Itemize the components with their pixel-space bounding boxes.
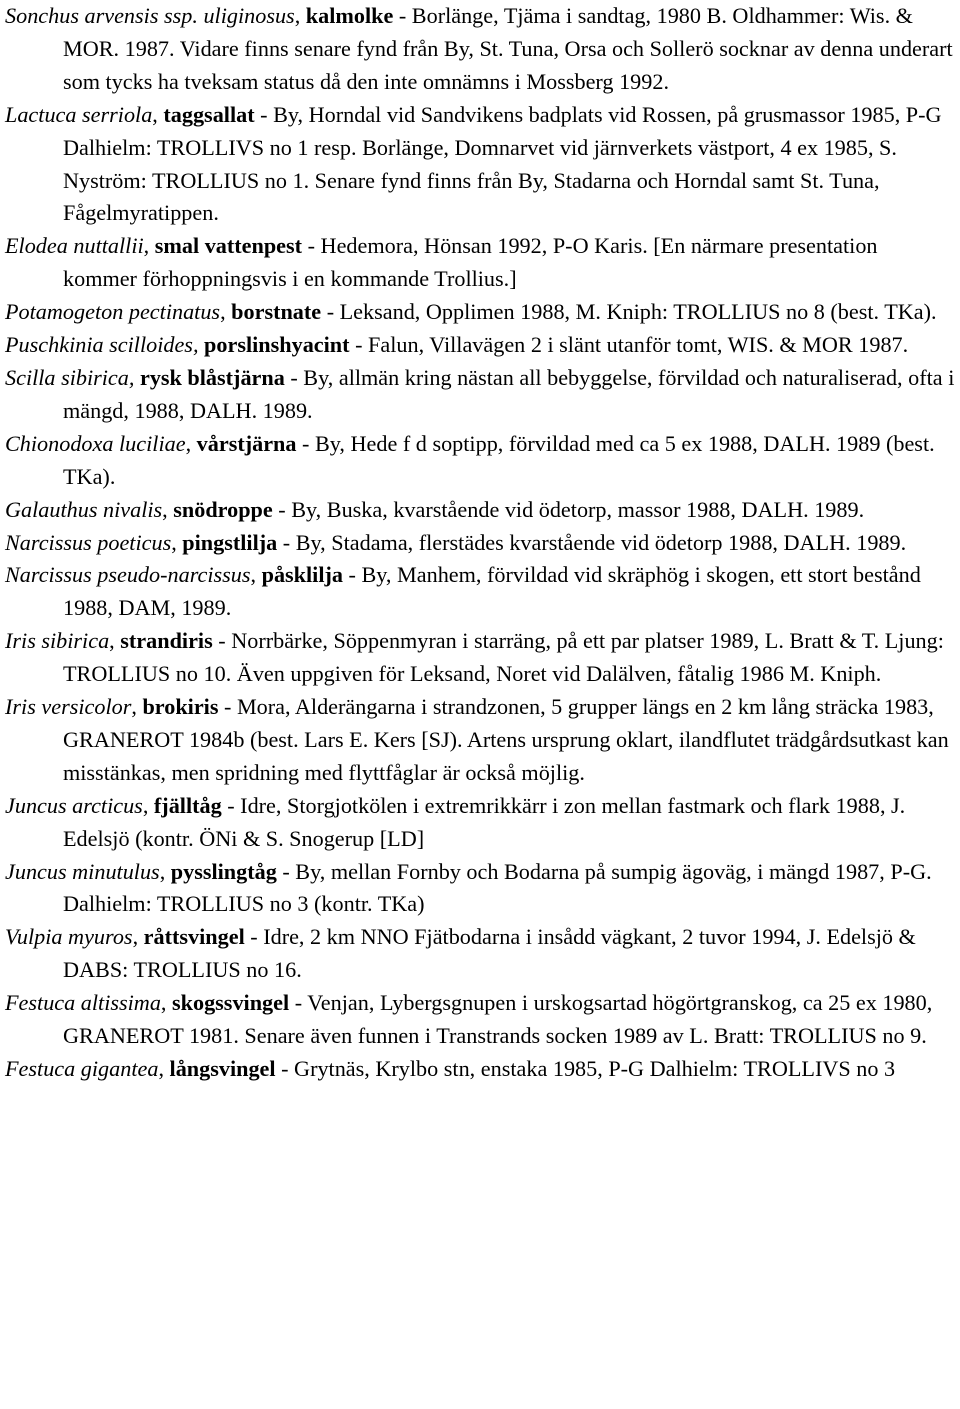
- common-name: snödroppe: [173, 496, 273, 522]
- species-entry: [5, 296, 957, 329]
- common-name: smal vattenpest: [154, 233, 303, 259]
- separator: ,: [220, 299, 232, 325]
- scientific-name: Scilla sibirica,: [5, 364, 135, 390]
- scientific-name: Festuca altissima: [5, 990, 161, 1016]
- species-entry: [5, 691, 957, 790]
- separator: ,: [160, 990, 173, 1016]
- separator: ,: [142, 792, 154, 818]
- species-entry: [5, 790, 957, 856]
- scientific-name: Sonchus arvensis ssp. uliginosus: [5, 3, 295, 28]
- common-name: vårstjärna: [196, 430, 297, 456]
- species-entry: [5, 625, 957, 691]
- entry-text: - By, Buska, kvarstående vid ödetorp, massor 1988, DALH. 1989.: [272, 496, 865, 522]
- common-name: borstnate: [231, 299, 322, 325]
- entry-text: - Falun, Villavägen 2 i slänt utanför tomt, WIS. & MOR 1987.: [349, 332, 909, 358]
- separator: ,: [132, 924, 144, 950]
- entry-text: - Idre, 2 km NNO Fjätbodarna i insådd vägkant, 2 tuvor 1994, J. Edelsjö & DABS: TROLLIUS no 16.: [63, 924, 916, 983]
- separator: ,: [158, 1056, 170, 1081]
- separator: ,: [109, 628, 121, 654]
- separator: ,: [143, 233, 155, 259]
- common-name: pingstlilja: [182, 529, 278, 555]
- scientific-name: Iris versicolor: [5, 694, 132, 720]
- common-name: skogssvingel: [172, 990, 290, 1016]
- species-entry: [5, 230, 957, 296]
- separator: ,: [131, 694, 143, 720]
- separator: ,: [294, 3, 306, 28]
- species-entry: [5, 494, 957, 527]
- species-entry: [5, 559, 957, 625]
- common-name: fjälltåg: [153, 792, 222, 818]
- scientific-name: Galauthus nivalis: [5, 496, 163, 522]
- scientific-name: Narcissus poeticus: [5, 529, 172, 555]
- species-entry: [5, 527, 957, 560]
- entry-text: - Venjan, Lybergsgnupen i urskogsartad högörtgranskog, ca 25 ex 1980, GRANEROT 1981. Senare även funnen i Transtrands socken 1989 av L. Bratt: TROLLIUS no 9.: [63, 990, 933, 1049]
- separator: ,: [171, 529, 183, 555]
- species-entry: [5, 1053, 957, 1086]
- scientific-name: Juncus arcticus: [5, 792, 143, 818]
- separator: ,: [162, 496, 174, 522]
- scientific-name: Elodea nuttallii: [5, 233, 144, 259]
- common-name: taggsallat: [163, 101, 255, 127]
- species-entry: [5, 856, 957, 922]
- species-entry: [5, 987, 957, 1053]
- separator: ,: [152, 101, 164, 127]
- entry-text: - Borlänge, Tjäma i sandtag, 1980 B. Oldhammer: Wis. & MOR. 1987. Vidare finns senare fynd från By, St. Tuna, Orsa och Sollerö socknar av denna underart som tycks ha tveksam status då den inte omnämns i Mossberg 1992.: [63, 3, 953, 94]
- entry-text: - By, Hede f d soptipp, förvildad med ca 5 ex 1988, DALH. 1989 (best. TKa).: [63, 430, 935, 489]
- document-body: [5, 0, 957, 1086]
- separator: ,: [159, 858, 171, 884]
- common-name: brokiris: [142, 694, 219, 720]
- entry-text: - Hedemora, Hönsan 1992, P-O Karis. [En närmare presentation kommer förhoppningsvis i en kommande Trollius.]: [63, 233, 878, 292]
- separator: ,: [250, 562, 262, 588]
- common-name: strandiris: [120, 628, 213, 654]
- common-name: rysk blåstjärna: [139, 364, 285, 390]
- entry-text: - Mora, Alderängarna i strandzonen, 5 grupper längs en 2 km lång sträcka 1983, GRANEROT 1984b (best. Lars E. Kers [SJ). Artens ursprung oklart, ilandflutet trädgårdsutkast kan misstänkas, men spridning med flyttfåglar är också möjlig.: [63, 694, 949, 785]
- entry-text: - Grytnäs, Krylbo stn, enstaka 1985, P-G Dalhielm: TROLLIVS no 3: [275, 1056, 896, 1081]
- scientific-name: Vulpia myuros: [5, 924, 133, 950]
- common-name: kalmolke: [305, 3, 394, 28]
- common-name: råttsvingel: [143, 924, 245, 950]
- common-name: påsklilja: [261, 562, 343, 588]
- species-entry: [5, 329, 957, 362]
- common-name: pysslingtåg: [170, 858, 277, 884]
- scientific-name: Puschkinia scilloides,: [5, 332, 199, 358]
- scientific-name: Juncus minutulus: [5, 858, 160, 884]
- species-entry: [5, 0, 957, 99]
- entry-text: - Norrbärke, Söppenmyran i starräng, på ett par platser 1989, L. Bratt & T. Ljung: TROLLIUS no 10. Även uppgiven för Leksand, Noret vid Dalälven, fåtalig 1986 M. Kniph.: [63, 628, 944, 687]
- common-name: långsvingel: [169, 1056, 276, 1081]
- scientific-name: Chionodoxa luciliae: [5, 430, 186, 456]
- separator: ,: [185, 430, 197, 456]
- scientific-name: Festuca gigantea: [5, 1056, 159, 1081]
- entry-text: - By, Stadama, flerstädes kvarstående vid ödetorp 1988, DALH. 1989.: [277, 529, 907, 555]
- species-entry: [5, 362, 957, 428]
- common-name: porslinshyacint: [204, 332, 350, 358]
- species-entry: [5, 921, 957, 987]
- scientific-name: Narcissus pseudo-narcissus: [5, 562, 251, 588]
- entry-text: - By, allmän kring nästan all bebyggelse, förvildad och naturaliserad, ofta i mängd, 1988, DALH. 1989.: [63, 364, 955, 423]
- scientific-name: Lactuca serriola: [5, 101, 153, 127]
- entry-text: - Leksand, Opplimen 1988, M. Kniph: TROLLIUS no 8 (best. TKa).: [321, 299, 937, 325]
- entry-text: - By, mellan Fornby och Bodarna på sumpig ägoväg, i mängd 1987, P-G. Dalhielm: TROLLIUS no 3 (kontr. TKa): [63, 858, 932, 917]
- entry-text: - Idre, Storgjotkölen i extremrikkärr i zon mellan fastmark och flark 1988, J. Edelsjö (kontr. ÖNi & S. Snogerup [LD]: [63, 792, 906, 851]
- scientific-name: Iris sibirica: [5, 628, 110, 654]
- entry-text: - By, Horndal vid Sandvikens badplats vid Rossen, på grusmassor 1985, P-G Dalhielm: TROLLIVS no 1 resp. Borlänge, Domnarvet vid järnverkets västport, 4 ex 1985, S. Nyström: TROLLIUS no 1. Senare fynd finns från By, Stadarna och Horndal samt St. Tuna, Fågelmyratippen.: [63, 101, 942, 226]
- species-entry: [5, 428, 957, 494]
- scientific-name: Potamogeton pectinatus: [5, 299, 221, 325]
- entry-text: - By, Manhem, förvildad vid skräphög i skogen, ett stort bestånd 1988, DAM, 1989.: [63, 562, 921, 621]
- species-entry: [5, 99, 957, 231]
